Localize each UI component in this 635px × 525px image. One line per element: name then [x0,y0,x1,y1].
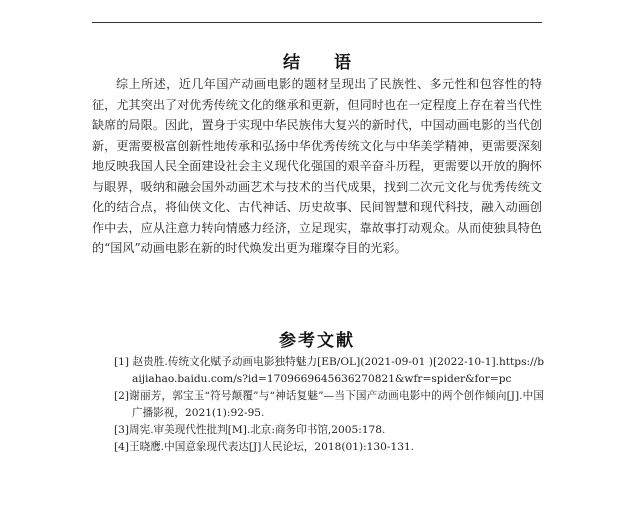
reference-list [114,354,544,456]
reference-item: [3]周宪.审美现代性批判[M].北京:商务印书馆,2005:178. [114,424,386,436]
conclusion-heading: 结 语 [283,53,365,73]
reference-item: [1] 赵贵胜.传统文化赋予动画电影独特魅力[EB/OL](2021-09-01 )[2022-10-1].https://baijiahao.baidu.com/s?id=1709669645636270821&wfr=spider&for=pc [114,356,544,385]
header-rule [92,22,542,23]
reference-item: [2]谢丽芳，郭宝玉“符号颠覆”与“神话复魅”—当下国产动画电影中的两个创作倾向[J].中国广播影视，2021(1):92-95. [114,390,544,419]
conclusion-paragraph: 综上所述，近几年国产动画电影的题材呈现出了民族性、多元性和包容性的特征，尤其突出了对优秀传统文化的继承和更新，但同时也在一定程度上存在着当代性缺席的局限。因此，置身于实现中华民族伟大复兴的新时代，中国动画电影的当代创新，更需要极富创新性地传承和弘扬中华优秀传统文化与中华美学精神，更需要深刻地反映我国人民全面建设社会主义现代化强国的艰辛奋斗历程，更需要以开放的胸怀与眼界，吸纳和融会国外动画艺术与技术的当代成果，找到二次元文化与优秀传统文化的结合点，将仙侠文化、古代神话、历史故事、民间智慧和现代科技，融入动画创作中去，应从注意力转向情感力经济，立足现实，靠故事打动观众。从而使独具特色的“国风”动画电影在新的时代焕发出更为璀璨夺目的光彩。 [92,77,542,255]
reference-item: [4]王晓鹰.中国意象现代表达[J]人民论坛，2018(01):130-131. [114,441,415,453]
references-heading: 参考文献 [279,331,355,351]
